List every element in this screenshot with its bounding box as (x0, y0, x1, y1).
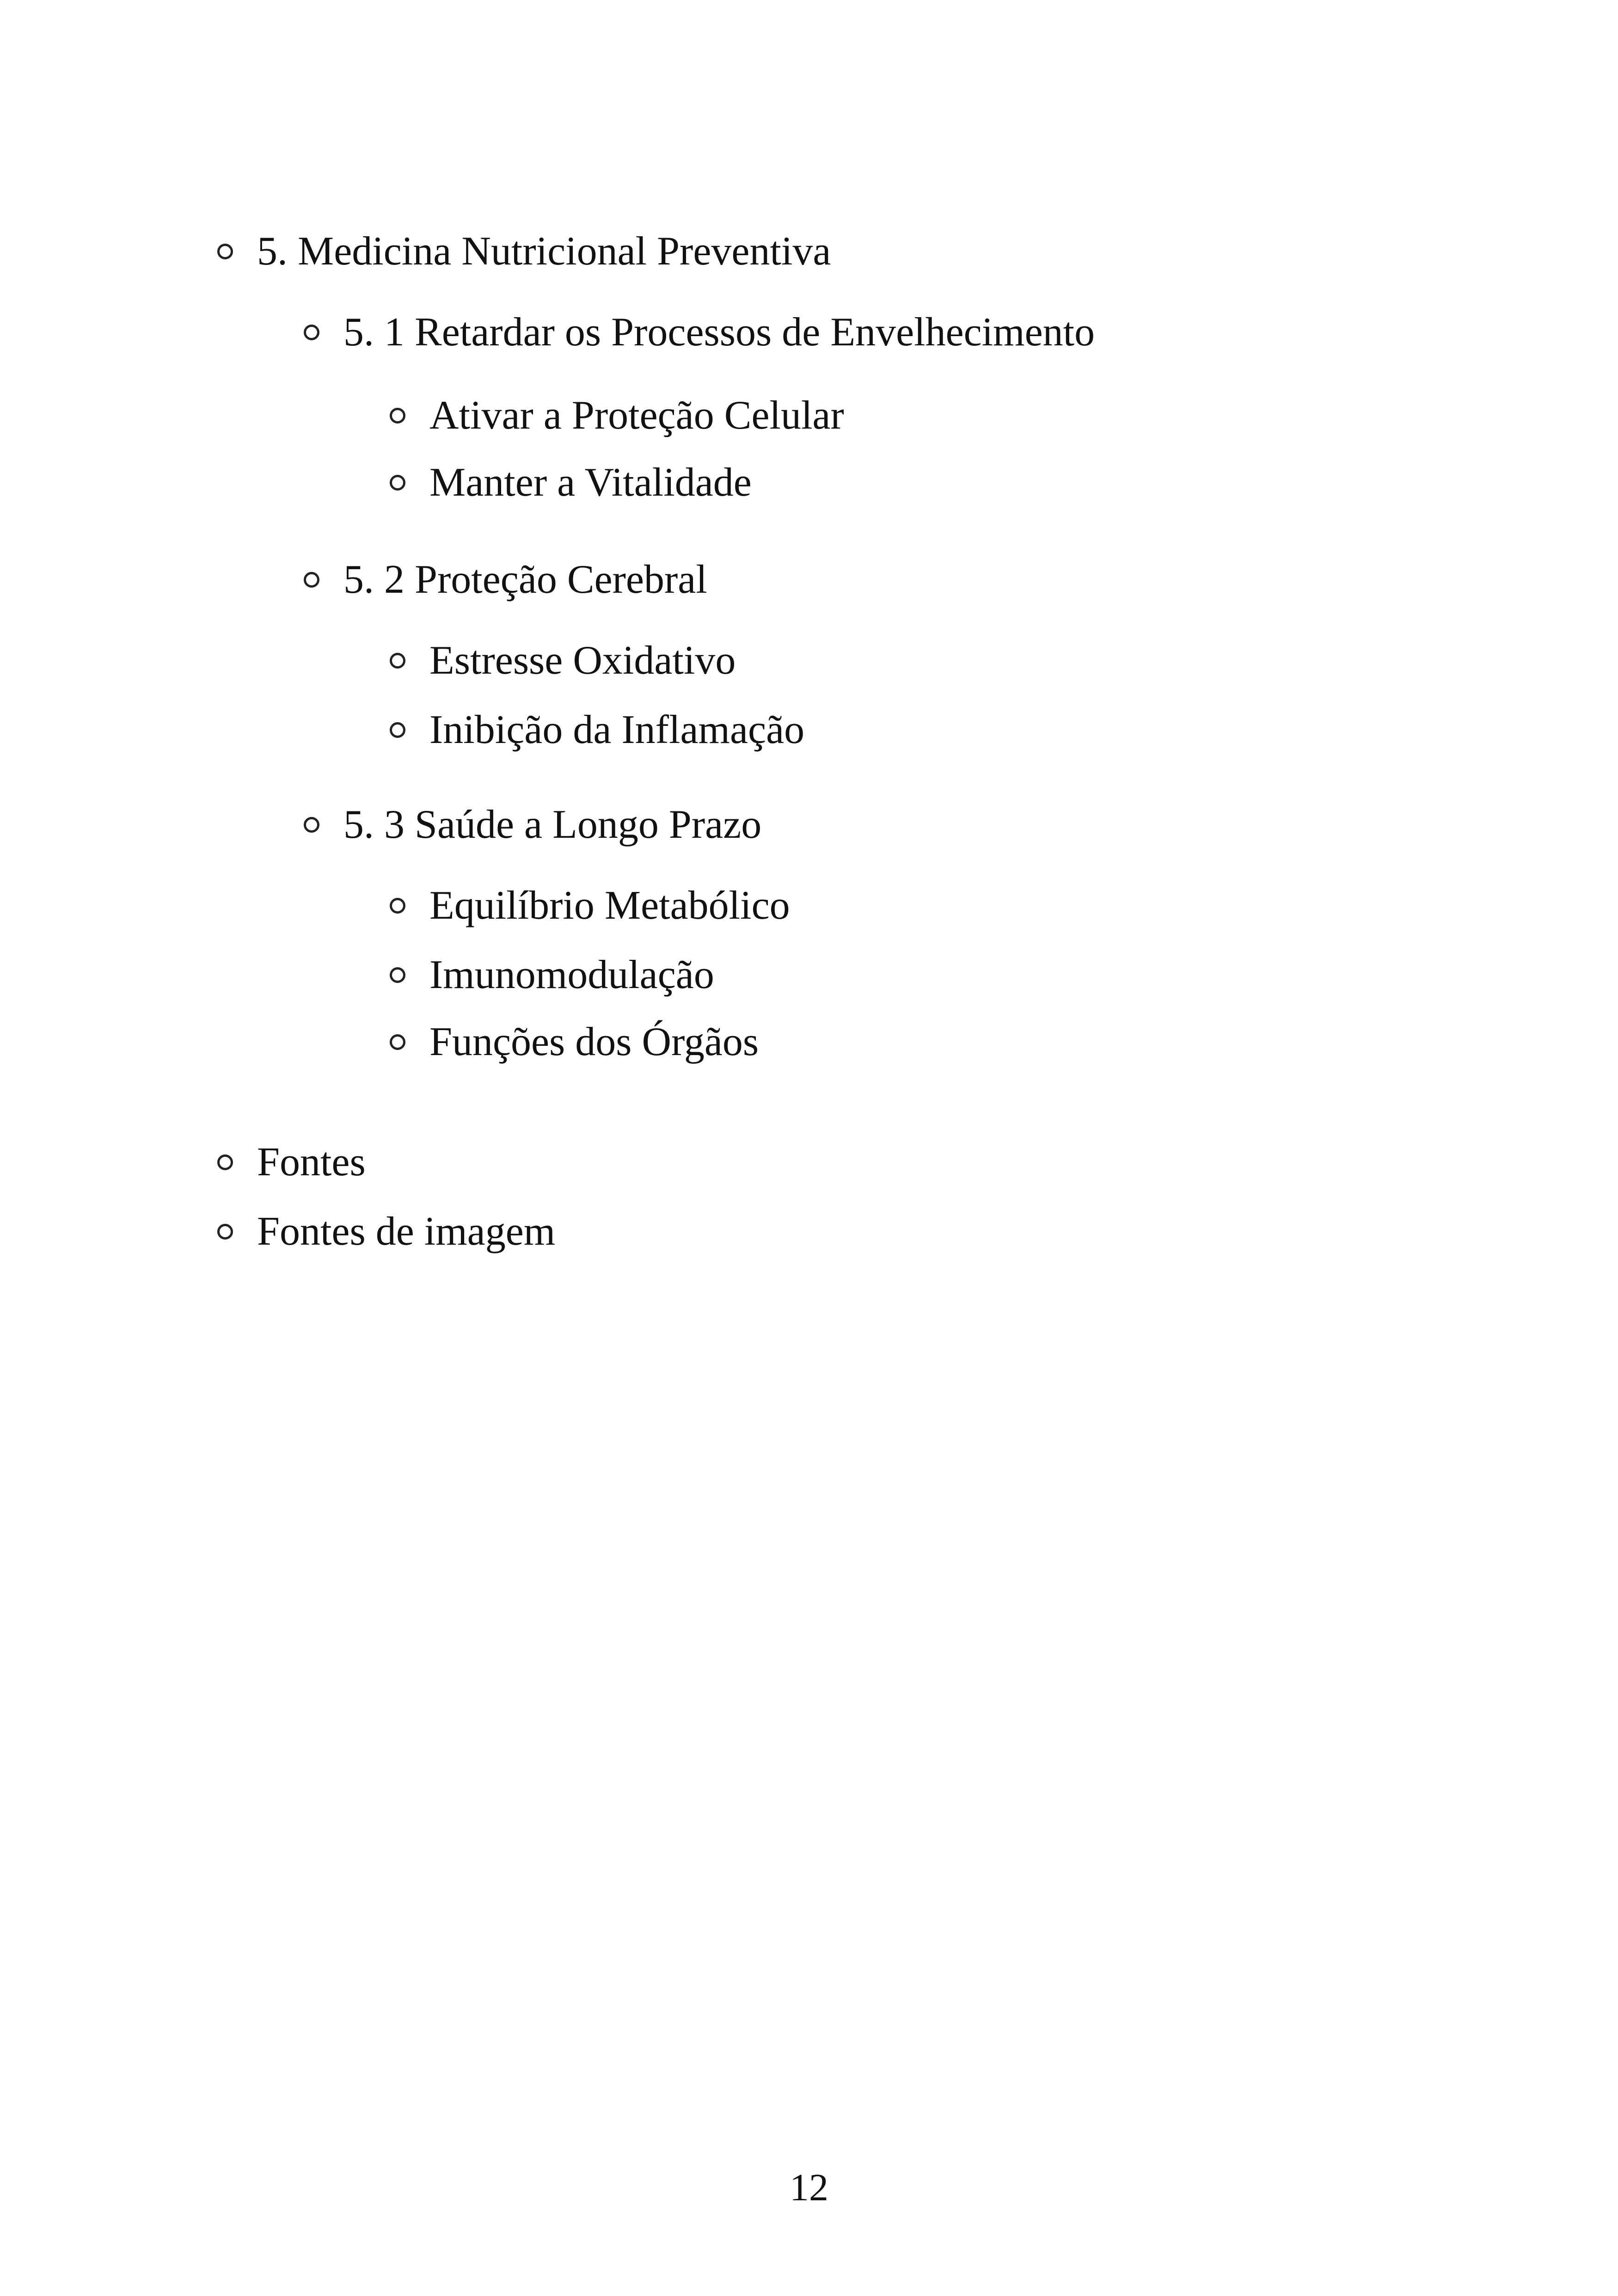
circle-bullet-icon (390, 967, 405, 983)
toc-item-funcoes-orgaos[interactable] (390, 1019, 759, 1064)
toc-item-estresse-oxidativo[interactable] (390, 640, 735, 681)
toc-label: 5. Medicina Nutricional Preventiva (257, 229, 831, 274)
toc-item-fontes[interactable] (217, 1142, 366, 1183)
circle-bullet-icon (217, 1224, 233, 1240)
circle-bullet-icon (390, 1034, 405, 1050)
circle-bullet-icon (390, 475, 405, 491)
circle-bullet-icon (390, 653, 405, 669)
toc-item-section-5-2[interactable] (304, 559, 707, 600)
circle-bullet-icon (217, 244, 233, 259)
toc-item-ativar-protecao-celular[interactable] (390, 395, 844, 436)
toc-label: Imunomodulação (429, 952, 714, 997)
toc-item-inibicao-inflamacao[interactable] (390, 707, 805, 752)
page-number: 12 (790, 2166, 828, 2209)
toc-label: Ativar a Proteção Celular (429, 393, 844, 438)
toc-label: 5. 3 Saúde a Longo Prazo (343, 802, 762, 847)
circle-bullet-icon (304, 325, 319, 340)
toc-label: Equilíbrio Metabólico (429, 883, 790, 928)
toc-label: Estresse Oxidativo (429, 638, 736, 683)
toc-label: Inibição da Inflamação (429, 707, 805, 752)
toc-label: Funções dos Órgãos (429, 1019, 759, 1064)
circle-bullet-icon (390, 408, 405, 424)
toc-item-imunomodulacao[interactable] (390, 952, 714, 997)
toc-label: 5. 1 Retardar os Processos de Envelhecimento (343, 310, 1095, 355)
circle-bullet-icon (390, 722, 405, 738)
toc-item-fontes-imagem[interactable] (217, 1211, 555, 1252)
toc-item-section-5-1[interactable] (304, 312, 1095, 353)
circle-bullet-icon (217, 1154, 233, 1170)
circle-bullet-icon (390, 898, 405, 914)
circle-bullet-icon (304, 572, 319, 588)
toc-label: 5. 2 Proteção Cerebral (343, 557, 707, 602)
toc-item-section-5[interactable] (217, 231, 831, 272)
toc-item-section-5-3[interactable] (304, 804, 761, 845)
toc-label: Fontes de imagem (257, 1209, 556, 1254)
toc-item-equilibrio-metabolico[interactable] (390, 885, 790, 926)
toc-label: Fontes (257, 1140, 366, 1185)
toc-item-manter-vitalidade[interactable] (390, 462, 752, 503)
circle-bullet-icon (304, 817, 319, 833)
toc-label: Manter a Vitalidade (429, 460, 752, 505)
